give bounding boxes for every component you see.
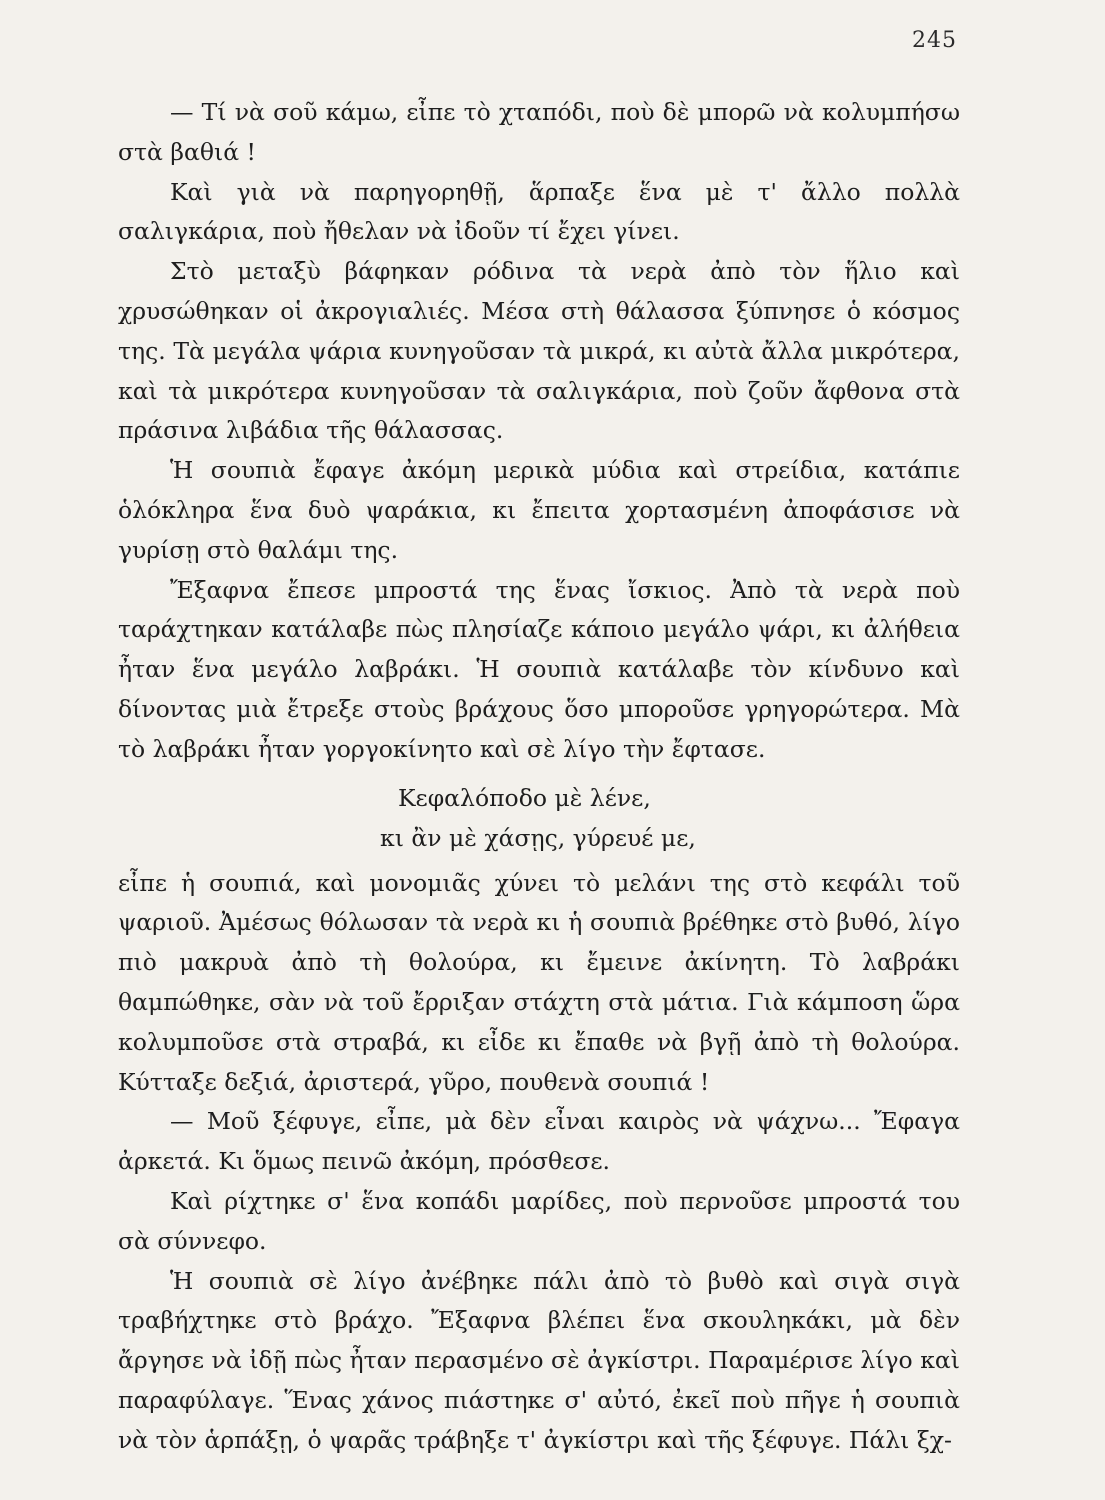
paragraph: Καὶ γιὰ νὰ παρηγορηθῇ, ἅρπαξε ἕνα μὲ τ' ἄλλο πολλὰ σαλιγκάρια, ποὺ ἤθελαν νὰ ἰδοῦν τί ἔχει γίνει. xyxy=(118,177,960,246)
body-text xyxy=(118,93,960,1461)
paragraph: Ἔξαφνα ἔπεσε μπροστά της ἕνας ἴσκιος. Ἀπὸ τὰ νερὰ ποὺ ταράχτηκαν κατάλαβε πὼς πλησίαζε κάποιο μεγάλο ψάρι, κι ἀλήθεια ἦταν ἕνα μεγάλο λαβράκι. Ἡ σουπιὰ κατάλαβε τὸν κίνδυνο καὶ δίνοντας μιὰ ἔτρεξε στοὺς βράχους ὅσο μποροῦσε γρηγορώτερα. Μὰ τὸ λαβράκι ἦταν γοργοκίνητο καὶ σὲ λίγο τὴν ἔφτασε. xyxy=(118,575,960,763)
paragraph: Καὶ ρίχτηκε σ' ἕνα κοπάδι μαρίδες, ποὺ περνοῦσε μπροστά του σὰ σύννεφο. xyxy=(118,1186,960,1255)
paragraph: — Μοῦ ξέφυγε, εἶπε, μὰ δὲν εἶναι καιρὸς νὰ ψάχνω... Ἔφαγα ἀρκετά. Κι ὅμως πεινῶ ἀκόμη, πρόσθεσε. xyxy=(118,1107,960,1176)
paragraph: — Τί νὰ σοῦ κάμω, εἶπε τὸ χταπόδι, ποὺ δὲ μπορῶ νὰ κολυμπήσω στὰ βαθιά ! xyxy=(118,98,960,166)
paragraph: Ἡ σουπιὰ σὲ λίγο ἀνέβηκε πάλι ἀπὸ τὸ βυθὸ καὶ σιγὰ σιγὰ τραβήχτηκε στὸ βράχο. Ἔξαφνα βλέπει ἕνα σκουληκάκι, μὰ δὲν ἄργησε νὰ ἰδῇ πὼς ἦταν περασμένο σὲ ἀγκίστρι. Παραμέρισε λίγο καὶ παραφύλαγε. Ἕνας χάνος πιάστηκε σ' αὐτό, ἐκεῖ ποὺ πῆγε ἡ σουπιὰ νὰ τὸν ἁρπάξῃ, ὁ ψαρᾶς τράβηξε τ' ἀγκίστρι καὶ τῆς ξέφυγε. Πάλι ξχ- xyxy=(118,1266,960,1454)
verse-line: Κεφαλόποδο μὲ λένε, xyxy=(398,783,651,812)
verse xyxy=(118,778,960,858)
paragraph: εἶπε ἡ σουπιά, καὶ μονομιᾶς χύνει τὸ μελάνι της στὸ κεφάλι τοῦ ψαριοῦ. Ἀμέσως θόλωσαν τὰ νερὰ κι ἡ σουπιὰ βρέθηκε στὸ βυθό, λίγο πιὸ μακρυὰ ἀπὸ τὴ θολούρα, κι ἔμεινε ἀκίνητη. Τὸ λαβράκι θαμπώθηκε, σὰν νὰ τοῦ ἔρριξαν στάχτη στὰ μάτια. Γιὰ κάμποση ὥρα κολυμποῦσε στὰ στραβά, κι εἶδε κι ἔπαθε νὰ βγῇ ἀπὸ τὴ θολούρα. Κύτταξε δεξιά, ἀριστερά, γῦρο, πουθενὰ σουπιά ! xyxy=(118,868,960,1096)
verse-line: κι ἂν μὲ χάσῃς, γύρευέ με, xyxy=(380,823,696,852)
paragraph: Ἡ σουπιὰ ἔφαγε ἀκόμη μερικὰ μύδια καὶ στρείδια, κατάπιε ὁλόκληρα ἕνα δυὸ ψαράκια, κι ἔπειτα χορτασμένη ἀποφάσισε νὰ γυρίσῃ στὸ θαλάμι της. xyxy=(118,456,960,564)
page-number: 245 xyxy=(912,28,957,53)
paragraph: Στὸ μεταξὺ βάφηκαν ρόδινα τὰ νερὰ ἀπὸ τὸν ἥλιο καὶ χρυσώθηκαν οἱ ἀκρογιαλιές. Μέσα στὴ θάλασσα ξύπνησε ὁ κόσμος της. Τὰ μεγάλα ψάρια κυνηγοῦσαν τὰ μικρά, κι αὐτὰ ἄλλα μικρότερα, καὶ τὰ μικρότερα κυνηγοῦσαν τὰ σαλιγκάρια, ποὺ ζοῦν ἄφθονα στὰ πράσινα λιβάδια τῆς θάλασσας. xyxy=(118,257,960,445)
